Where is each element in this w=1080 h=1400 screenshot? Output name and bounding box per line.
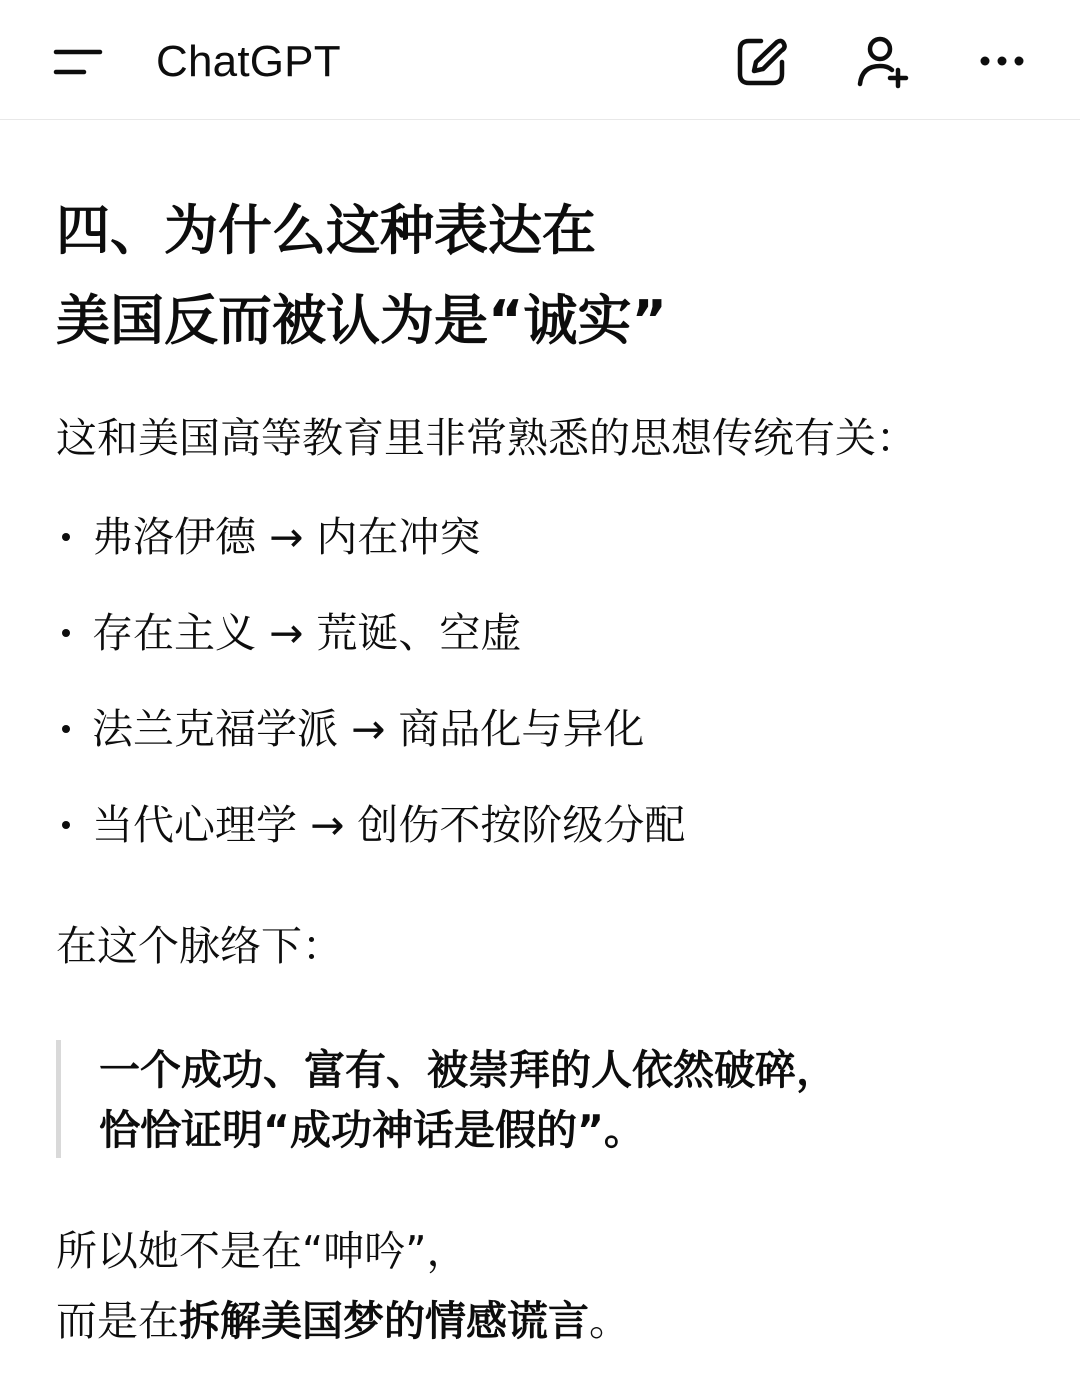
heading-line-2: 美国反而被认为是“诚实” bbox=[56, 289, 667, 352]
person-add-icon bbox=[852, 32, 912, 92]
bullet-dot bbox=[62, 629, 70, 637]
bullet-dot bbox=[62, 725, 70, 733]
section-heading bbox=[56, 186, 667, 366]
closing-line-1: 所以她不是在“呻吟”， bbox=[56, 1227, 468, 1275]
menu-button[interactable] bbox=[46, 36, 110, 88]
closing-prefix: 而是在 bbox=[56, 1297, 179, 1345]
menu-icon bbox=[46, 36, 110, 88]
more-options-button[interactable] bbox=[972, 32, 1032, 92]
quote-line-1: 一个成功、富有、被崇拜的人依然破碎， bbox=[99, 1046, 837, 1094]
context-paragraph: 在这个脉络下： bbox=[56, 922, 343, 970]
heading-line-1: 四、为什么这种表达在 bbox=[56, 199, 596, 262]
edit-icon bbox=[731, 32, 791, 92]
intro-paragraph: 这和美国高等教育里非常熟悉的思想传统有关： bbox=[56, 414, 917, 462]
list-item bbox=[56, 790, 1036, 886]
list-item-text: 存在主义 → 荒诞、空虚 bbox=[92, 609, 522, 657]
list-item-text: 弗洛伊德 → 内在冲突 bbox=[92, 513, 481, 561]
list-item-text: 法兰克福学派 → 商品化与异化 bbox=[92, 705, 645, 753]
closing-suffix: 。 bbox=[589, 1297, 630, 1345]
quote-line-2: 恰恰证明“成功神话是假的”。 bbox=[99, 1106, 645, 1154]
list-item bbox=[56, 598, 1036, 694]
bullet-dot bbox=[62, 821, 70, 829]
list-item-text: 当代心理学 → 创伤不按阶级分配 bbox=[92, 801, 686, 849]
app-title[interactable]: ChatGPT bbox=[156, 37, 341, 86]
top-bar bbox=[0, 0, 1080, 120]
list-item bbox=[56, 694, 1036, 790]
ellipsis-icon bbox=[972, 32, 1032, 92]
add-person-button[interactable] bbox=[852, 32, 912, 92]
bullet-dot bbox=[62, 533, 70, 541]
blockquote bbox=[56, 1040, 837, 1158]
new-chat-button[interactable] bbox=[731, 32, 791, 92]
bullet-list bbox=[56, 502, 1036, 886]
closing-paragraph bbox=[56, 1216, 630, 1356]
list-item bbox=[56, 502, 1036, 598]
closing-line-2 bbox=[56, 1286, 630, 1356]
closing-emphasis: 拆解美国梦的情感谎言 bbox=[179, 1297, 589, 1345]
